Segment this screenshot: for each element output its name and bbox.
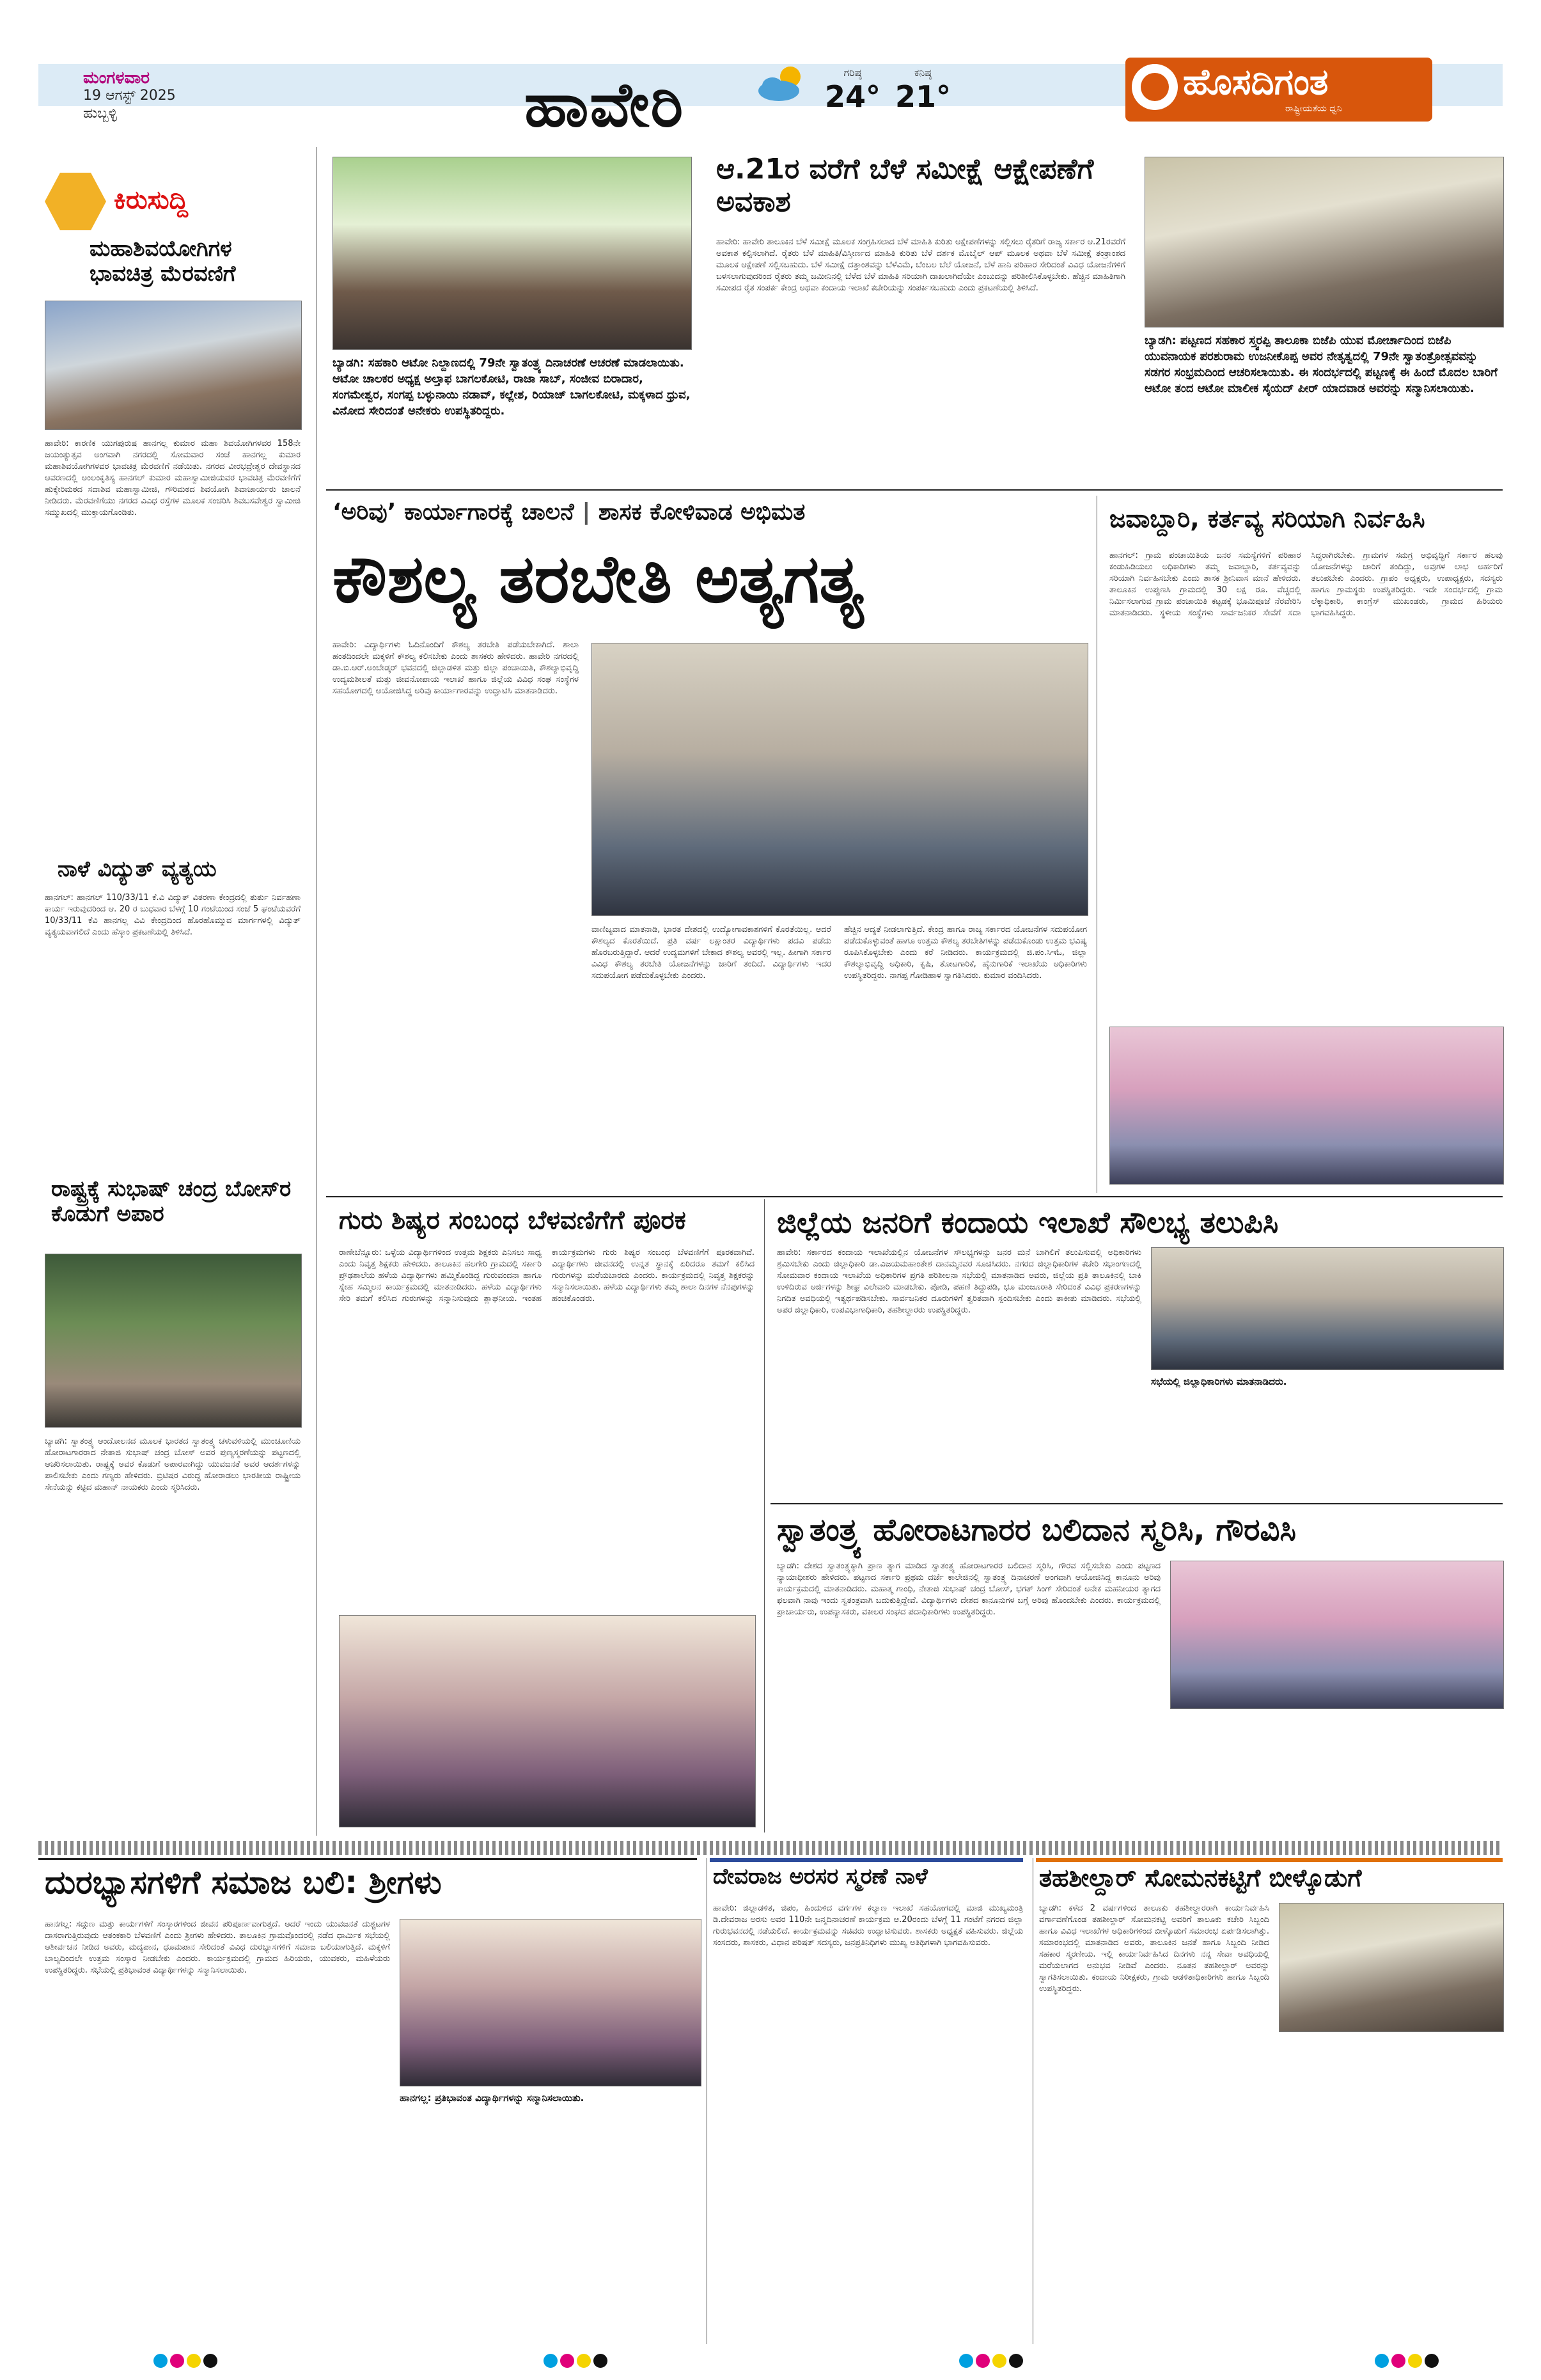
section-divider bbox=[326, 1196, 1503, 1197]
arasu-body: ಹಾವೇರಿ: ಜಿಲ್ಲಾಡಳಿತ, ಜಿಪಂ, ಹಿಂದುಳಿದ ವರ್ಗಗಳ ಕಲ್ಯಾಣ ಇಲಾಖೆ ಸಹಯೋಗದಲ್ಲಿ ಮಾಜಿ ಮುಖ್ಯಮಂತ್ರಿ ಡಿ.ದೇವರಾಜ ಅರಸು ಅವರ 110ನೇ ಜನ್ಮದಿನಾಚರಣೆ ಕಾರ್ಯಕ್ರಮ ಆ.20ರಂದು ಬೆಳಗ್ಗೆ 11 ಗಂಟೆಗೆ ನಗರದ ಜಿಲ್ಲಾ ಗುರುಭವನದಲ್ಲಿ ನಡೆಯಲಿದೆ. ಕಾರ್ಯಕ್ರಮವನ್ನು ಸಚಿವರು ಉದ್ಘಾಟಿಸುವರು. ಶಾಸಕರು ಅಧ್ಯಕ್ಷತೆ ವಹಿಸುವರು. ಜಿಲ್ಲೆಯ ಸಂಸದರು, ಶಾಸಕರು, ವಿಧಾನ ಪರಿಷತ್ ಸದಸ್ಯರು, ಜನಪ್ರತಿನಿಧಿಗಳು ಮುಖ್ಯ ಅತಿಥಿಗಳಾಗಿ ಭಾಗವಹಿಸುವರು. bbox=[713, 1903, 1023, 1948]
duty-photo bbox=[1109, 1027, 1504, 1185]
newspaper-logo: ಹೊಸದಿಗಂತ ರಾಷ್ಟ್ರೀಯತೆಯ ಧ್ವನಿ bbox=[1125, 58, 1432, 122]
brief-2-title: ನಾಳೆ ವಿದ್ಯುತ್ ವ್ಯತ್ಯಯ bbox=[58, 856, 217, 882]
freedom-body: ಬ್ಯಾಡಗಿ: ದೇಶದ ಸ್ವಾತಂತ್ರ್ಯಕ್ಕಾಗಿ ಪ್ರಾಣ ತ್ಯಾಗ ಮಾಡಿದ ಸ್ವಾತಂತ್ರ್ಯ ಹೋರಾಟಗಾರರ ಬಲಿದಾನ ಸ್ಮರಿಸಿ, ಗೌರವ ಸಲ್ಲಿಸಬೇಕು ಎಂದು ಪಟ್ಟಣದ ನ್ಯಾಯಾಧೀಶರು ಹೇಳಿದರು. ಪಟ್ಟಣದ ಸರ್ಕಾರಿ ಪ್ರಥಮ ದರ್ಜೆ ಕಾಲೇಜಿನಲ್ಲಿ ಸ್ವಾತಂತ್ರ್ಯ ದಿನಾಚರಣೆ ಅಂಗವಾಗಿ ಆಯೋಜಿಸಿದ್ದ ಕಾನೂನು ಅರಿವು ಕಾರ್ಯಕ್ರಮದಲ್ಲಿ ಮಾತನಾಡಿದರು. ಮಹಾತ್ಮ ಗಾಂಧಿ, ನೇತಾಜಿ ಸುಭಾಷ್ ಚಂದ್ರ ಬೋಸ್, ಭಗತ್ ಸಿಂಗ್ ಸೇರಿದಂತೆ ಅನೇಕ ಮಹನೀಯರ ತ್ಯಾಗದ ಫಲವಾಗಿ ನಾವು ಇಂದು ಸ್ವತಂತ್ರವಾಗಿ ಬದುಕುತ್ತಿದ್ದೇವೆ. ವಿದ್ಯಾರ್ಥಿಗಳು ದೇಶದ ಕಾನೂನುಗಳ ಬಗ್ಗೆ ಅರಿವು ಹೊಂದಬೇಕು ಎಂದರು. ಕಾರ್ಯಕ್ರಮದಲ್ಲಿ ಪ್ರಾಚಾರ್ಯರು, ಉಪನ್ಯಾಸಕರು, ವಕೀಲರ ಸಂಘದ ಪದಾಧಿಕಾರಿಗಳು ಉಪಸ್ಥಿತರಿದ್ದರು. bbox=[777, 1561, 1161, 1617]
habits-title: ದುರಭ್ಯಾಸಗಳಿಗೆ ಸಮಾಜ ಬಲಿ: ಶ್ರೀಗಳು bbox=[45, 1864, 442, 1901]
skill-workshop-photo bbox=[591, 643, 1088, 916]
habits-body: ಹಾನಗಲ್ಲ: ಸದ್ಗುಣ ಮತ್ತು ಕಾರ್ಯಗಳಿಗೆ ಸಂಸ್ಕಾರಗಳಿಂದ ಜೀವನ ಪರಿಪೂರ್ಣವಾಗುತ್ತದೆ. ಆದರೆ ಇಂದು ಯುವಜನತೆ ದುಶ್ಚಟಗಳ ದಾಸರಾಗುತ್ತಿರುವುದು ಆತಂಕಕಾರಿ ಬೆಳವಣಿಗೆ ಎಂದು ಶ್ರೀಗಳು ಹೇಳಿದರು. ತಾಲೂಕಿನ ಗ್ರಾಮವೊಂದರಲ್ಲಿ ನಡೆದ ಧಾರ್ಮಿಕ ಸಭೆಯಲ್ಲಿ ಆಶೀರ್ವಚನ ನೀಡಿದ ಅವರು, ಮದ್ಯಪಾನ, ಧೂಮಪಾನ ಸೇರಿದಂತೆ ವಿವಿಧ ದುರಭ್ಯಾಸಗಳಿಗೆ ಸಮಾಜ ಬಲಿಯಾಗುತ್ತಿದೆ. ಮಕ್ಕಳಿಗೆ ಬಾಲ್ಯದಿಂದಲೇ ಉತ್ತಮ ಸಂಸ್ಕಾರ ನೀಡಬೇಕು ಎಂದರು. ಕಾರ್ಯಕ್ರಮದಲ್ಲಿ ಗ್ರಾಮದ ಹಿರಿಯರು, ಯುವಕರು, ಮಹಿಳೆಯರು ಉಪಸ್ಥಿತರಿದ್ದರು. ಸಭೆಯಲ್ಲಿ ಪ್ರತಿಭಾವಂತ ವಿದ್ಯಾರ್ಥಿಗಳನ್ನು ಸನ್ಮಾನಿಸಲಾಯಿತು. bbox=[45, 1919, 390, 1975]
farewell-title: ತಹಶೀಲ್ದಾರ್ ಸೋಮನಕಟ್ಟಿಗೆ ಬೀಳ್ಕೊಡುಗೆ bbox=[1039, 1864, 1362, 1892]
skill-body-3: ಹೆಚ್ಚಿನ ಆದ್ಯತೆ ನೀಡಲಾಗುತ್ತಿದೆ. ಕೇಂದ್ರ ಹಾಗೂ ರಾಜ್ಯ ಸರ್ಕಾರದ ಯೋಜನೆಗಳ ಸದುಪಯೋಗ ಪಡೆದುಕೊಳ್ಳುವಂತೆ ಹಾಗೂ ಉತ್ತಮ ಕೌಶಲ್ಯ ತರಬೇತಿಗಳನ್ನು ಪಡೆದುಕೊಂಡು ಉತ್ತಮ ಭವಿಷ್ಯ ರೂಪಿಸಿಕೊಳ್ಳಬೇಕು ಎಂದು ಕರೆ ನೀಡಿದರು. ಕಾರ್ಯಕ್ರಮದಲ್ಲಿ ಜಿ.ಪಂ.ಸಿಇಓ, ಜಿಲ್ಲಾ ಕೌಶಲ್ಯಾಭಿವೃದ್ಧಿ ಅಧಿಕಾರಿ, ಕೃಷಿ, ತೋಟಗಾರಿಕೆ, ಹೈನುಗಾರಿಕೆ ಇಲಾಖೆಯ ಅಧಿಕಾರಿಗಳು ಉಪಸ್ಥಿತರಿದ್ದರು. ನಾಗಪ್ಪ ಗೋಡಿಹಾಳ ಸ್ವಾಗತಿಸಿದರು. ಕುಮಾರ ವಂದಿಸಿದರು. bbox=[844, 925, 1087, 981]
freedom-students-photo bbox=[1170, 1561, 1504, 1709]
skill-kicker-1: ‘ಅರಿವು’ ಕಾರ್ಯಾಗಾರಕ್ಕೆ ಚಾಲನೆ bbox=[332, 499, 574, 525]
auto-stand-photo bbox=[332, 157, 692, 350]
guru-body: ರಾಣೇಬೆನ್ನೂರು: ಒಳ್ಳೆಯ ವಿದ್ಯಾರ್ಥಿಗಳಿಂದ ಉತ್ತಮ ಶಿಕ್ಷಕರು ಎನಿಸಲು ಸಾಧ್ಯ ಎಂದು ನಿವೃತ್ತ ಶಿಕ್ಷಕರು ಹೇಳಿದರು. ತಾಲೂಕಿನ ಹಲಗೇರಿ ಗ್ರಾಮದಲ್ಲಿ ಸರ್ಕಾರಿ ಪ್ರೌಢಶಾಲೆಯ ಹಳೆಯ ವಿದ್ಯಾರ್ಥಿಗಳು ಹಮ್ಮಿಕೊಂಡಿದ್ದ ಗುರುವಂದನಾ ಹಾಗೂ ಸ್ನೇಹ ಸಮ್ಮಿಲನ ಕಾರ್ಯಕ್ರಮದಲ್ಲಿ ಮಾತನಾಡಿದರು. ಹಳೆಯ ವಿದ್ಯಾರ್ಥಿಗಳು ಸೇರಿ ತಮಗೆ ಕಲಿಸಿದ ಗುರುಗಳನ್ನು ಸನ್ಮಾನಿಸುವುದು ಶ್ಲಾಘನೀಯ. ಇಂತಹ ಕಾರ್ಯಕ್ರಮಗಳು ಗುರು ಶಿಷ್ಯರ ಸಂಬಂಧ ಬೆಳವಣಿಗೆಗೆ ಪೂರಕವಾಗಿವೆ. ವಿದ್ಯಾರ್ಥಿಗಳು ಜೀವನದಲ್ಲಿ ಉನ್ನತ ಸ್ಥಾನಕ್ಕೆ ಏರಿದರೂ ತಮಗೆ ಕಲಿಸಿದ ಗುರುಗಳನ್ನು ಮರೆಯಬಾರದು ಎಂದರು. ಕಾರ್ಯಕ್ರಮದಲ್ಲಿ ನಿವೃತ್ತ ಶಿಕ್ಷಕರನ್ನು ಸನ್ಮಾನಿಸಲಾಯಿತು. ಹಳೆಯ ವಿದ್ಯಾರ್ಥಿಗಳು ತಮ್ಮ ಶಾಲಾ ದಿನಗಳ ನೆನಪುಗಳನ್ನು ಹಂಚಿಕೊಂಡರು. bbox=[339, 1248, 755, 1304]
accent-bar bbox=[710, 1858, 1023, 1862]
farewell-photo bbox=[1279, 1903, 1504, 2032]
issue-date: 19 ಆಗಸ್ಟ್ 2025 bbox=[83, 88, 176, 104]
section-divider bbox=[38, 1858, 697, 1860]
edition-title: ಹಾವೇರಿ bbox=[524, 69, 685, 141]
brief-1-body: ಹಾವೇರಿ: ಕಾರಣಿಕ ಯುಗಪುರುಷ ಹಾನಗಲ್ಲ ಕುಮಾರ ಮಹಾ ಶಿವಯೋಗಿಗಳವರ 158ನೇ ಜಯಂತ್ಯುತ್ಸವ ಅಂಗವಾಗಿ ನಗರದಲ್ಲಿ ಸೋಮವಾರ ಸಂಜೆ ಹಾನಗಲ್ಲ ಕುಮಾರ ಮಹಾಶಿವಯೋಗಿಗಳವರ ಭಾವಚಿತ್ರ ಮೆರವಣಿಗೆ ನಡೆಯಿತು. ನಗರದ ವೀರಭದ್ರೇಶ್ವರ ದೇವಸ್ಥಾನದ ಆವರಣದಲ್ಲಿ ಅಂಲಂಕೃತಿಸ್ಯ ಹಾನಗಲ್ ಕುಮಾರ ಮಹಾಸ್ವಾಮೀಜಿಯವರ ಭಾವಚಿತ್ರ ಮೆರವಣಿಗೆಗೆ ಹುಕ್ಕೇರಿಮಠದ ಸದಾಶಿವ ಮಹಾಸ್ವಾಮೀಜಿ, ಗೌರಿಮಠದ ಶಿವಯೋಗಿ ಶಿವಾಚಾರ್ಯರು ಚಾಲನೆ ನೀಡಿದರು. ಮೆರವಣಿಗೆಯು ನಗರದ ವಿವಿಧ ರಸ್ತೆಗಳ ಮೂಲಕ ಸಂಚರಿಸಿ ಶಿವಬಸವೇಶ್ವರ ಸ್ವಾಮೀಜಿ ಸಮ್ಮುಖದಲ್ಲಿ ಮುಕ್ತಾಯಗೊಂಡಿತು. bbox=[45, 439, 301, 517]
revenue-photo-caption: ಸಭೆಯಲ್ಲಿ ಜಿಲ್ಲಾಧಿಕಾರಿಗಳು ಮಾತನಾಡಿದರು. bbox=[1151, 1376, 1287, 1387]
issue-place: ಹುಬ್ಬಳ್ಳಿ bbox=[83, 106, 118, 122]
students-honour-photo bbox=[400, 1919, 701, 2086]
column-rule bbox=[764, 1199, 765, 1832]
brief-3-title: ರಾಷ್ಟ್ರಕ್ಕೆ ಸುಭಾಷ್ ಚಂದ್ರ ಬೋಸ್‌ರ ಕೊಡುಗೆ ಅಪಾರ bbox=[51, 1176, 292, 1227]
guru-vandana-photo bbox=[339, 1615, 756, 1827]
guru-title: ಗುರು ಶಿಷ್ಯರ ಸಂಬಂಧ ಬೆಳವಣಿಗೆಗೆ ಪೂರಕ bbox=[339, 1206, 686, 1235]
farewell-body: ಬ್ಯಾಡಗಿ: ಕಳೆದ 2 ವರ್ಷಗಳಿಂದ ತಾಲೂಕು ತಹಶೀಲ್ದಾರರಾಗಿ ಕಾರ್ಯನಿರ್ವಹಿಸಿ ವರ್ಗಾವಣೆಗೊಂಡ ತಹಶೀಲ್ದಾರ್ ಸೋಮನಕಟ್ಟಿ ಅವರಿಗೆ ತಾಲೂಕು ಕಚೇರಿ ಸಿಬ್ಬಂದಿ ಹಾಗೂ ವಿವಿಧ ಇಲಾಖೆಗಳ ಅಧಿಕಾರಿಗಳಿಂದ ಬೀಳ್ಕೊಡುಗೆ ಸಮಾರಂಭ ಏರ್ಪಡಿಸಲಾಗಿತ್ತು. ಸಮಾರಂಭದಲ್ಲಿ ಮಾತನಾಡಿದ ಅವರು, ತಾಲೂಕಿನ ಜನತೆ ಹಾಗೂ ಸಿಬ್ಬಂದಿ ನೀಡಿದ ಸಹಕಾರ ಸ್ಮರಣೀಯ. ಇಲ್ಲಿ ಕಾರ್ಯನಿರ್ವಹಿಸಿದ ದಿನಗಳು ನನ್ನ ಸೇವಾ ಅವಧಿಯಲ್ಲಿ ಮರೆಯಲಾಗದ ಅನುಭವ ನೀಡಿವೆ ಎಂದರು. ನೂತನ ತಹಶೀಲ್ದಾರ್ ಅವರನ್ನು ಸ್ವಾಗತಿಸಲಾಯಿತು. ಕಂದಾಯ ನಿರೀಕ್ಷಕರು, ಗ್ರಾಮ ಆಡಳಿತಾಧಿಕಾರಿಗಳು ಹಾಗೂ ಸಿಬ್ಬಂದಿ ಉಪಸ್ಥಿತರಿದ್ದರು. bbox=[1039, 1903, 1269, 1994]
skill-body-1: ಹಾವೇರಿ: ವಿದ್ಯಾರ್ಥಿಗಳು ಓದಿನೊಂದಿಗೆ ಕೌಶಲ್ಯ ತರಬೇತಿ ಪಡೆಯಬೇಕಾಗಿದೆ. ಶಾಲಾ ಹಂತದಿಂದಲೇ ಮಕ್ಕಳಿಗೆ ಕೌಶಲ್ಯ ಕಲಿಸಬೇಕು ಎಂದು ಶಾಸಕರು ಹೇಳಿದರು. ಹಾವೇರಿ ನಗರದಲ್ಲಿ ಡಾ.ಬಿ.ಆರ್.ಅಂಬೇಡ್ಕರ್ ಭವನದಲ್ಲಿ ಜಿಲ್ಲಾಡಳಿತ ಮತ್ತು ಜಿಲ್ಲಾ ಪಂಚಾಯಿತಿ, ಕೌಶಲ್ಯಾಭಿವೃದ್ಧಿ ಉದ್ಯಮಶೀಲತೆ ಮತ್ತು ಜೀವನೋಪಾಯ ಇಲಾಖೆ ಹಾಗೂ ಜಿಲ್ಲೆಯ ವಿವಿಧ ಸಂಘ ಸಂಸ್ಥೆಗಳ ಸಹಯೋಗದಲ್ಲಿ ಆಯೋಜಿಸಿದ್ದ ಅರಿವು ಕಾರ್ಯಾಗಾರವನ್ನು ಉದ್ಘಾಟಿಸಿ ಮಾತನಾಡಿದರು. bbox=[332, 640, 579, 696]
arasu-title: ದೇವರಾಜ ಅರಸರ ಸ್ಮರಣೆ ನಾಳೆ bbox=[713, 1864, 928, 1889]
bjp-celebration-caption: ಬ್ಯಾಡಗಿ: ಪಟ್ಟಣದ ಸಹಕಾರ ಸ್ತ್ವರಪ್ಪಿ ತಾಲೂಕಾ ಬಿಜೆಪಿ ಯುವ ಮೋರ್ಚಾದಿಂದ ಬಿಜೆಪಿ ಯುವನಾಯಕ ಪರಶುರಾಮ ಉಜನೀಕೊಪ್ಪ ಅವರ ನೇತೃತ್ವದಲ್ಲಿ 79ನೇ ಸ್ವಾತಂತ್ರೋತ್ಸವವನ್ನು ಸಡಗರ ಸಂಭ್ರಮದಿಂದ ಆಚರಿಸಲಾಯಿತು. ಈ ಸಂದರ್ಭದಲ್ಲಿ ಪಟ್ಟಣಕ್ಕೆ ಈ ಹಿಂದೆ ಮೊದಲ ಬಾರಿಗೆ ಆಟೋ ತಂದ ಆಟೋ ಮಾಲೀಕ ಸೈಯದ್ ಪೀರ್ ಯಾದವಾಡ ಅವರನ್ನು ಸನ್ಮಾನಿಸಲಾಯಿತು. bbox=[1145, 334, 1498, 395]
sun-emblem-icon bbox=[1132, 64, 1178, 110]
accent-bar bbox=[1036, 1858, 1503, 1862]
crop-survey-body: ಹಾವೇರಿ: ಹಾವೇರಿ ತಾಲೂಕಿನ ಬೆಳೆ ಸಮೀಕ್ಷೆ ಮೂಲಕ ಸಂಗ್ರಹಿಸಲಾದ ಬೆಳೆ ಮಾಹಿತಿ ಕುರಿತು ಆಕ್ಷೇಪಣೆಗಳನ್ನು ಸಲ್ಲಿಸಲು ರೈತರಿಗೆ ರಾಜ್ಯ ಸರ್ಕಾರ ಆ.21ರವರೆಗೆ ಅವಕಾಶ ಕಲ್ಪಿಸಲಾಗಿದೆ. ರೈತರು ಬೆಳೆ ಮಾಹಿತಿ/ವಿಸ್ತೀರ್ಣದ ಮಾಹಿತಿ ಕುರಿತು ಬೆಳೆ ದರ್ಶಕ ಮೊಬೈಲ್ ಆಪ್ ಮೂಲಕ ಅಥವಾ ಬೆಳೆ ಸಮೀಕ್ಷೆ ತಂತ್ರಾಂಶದ ಮೂಲಕ ಆಕ್ಷೇಪಣೆ ಸಲ್ಲಿಸಬಹುದು. ಬೆಳೆ ಸಮೀಕ್ಷೆ ದತ್ತಾಂಶವನ್ನು ಬೆಳೆವಿಮೆ, ಬೆಂಬಲ ಬೆಲೆ ಯೋಜನೆ, ಬೆಳೆ ಹಾನಿ ಪರಿಹಾರ ಸೇರಿದಂತೆ ವಿವಿಧ ಯೋಜನೆಗಳಿಗೆ ಬಳಸಲಾಗುವುದರಿಂದ ರೈತರು ತಮ್ಮ ಜಮೀನಿನಲ್ಲಿ ಬೆಳೆದ ಬೆಳೆ ಮಾಹಿತಿ ಸರಿಯಾಗಿ ದಾಖಲಾಗಿದೆಯೇ ಎಂಬುದನ್ನು ಪರಿಶೀಲಿಸಿಕೊಳ್ಳಬೇಕು. ಹೆಚ್ಚಿನ ಮಾಹಿತಿಗಾಗಿ ಸಮೀಪದ ರೈತ ಸಂಪರ್ಕ ಕೇಂದ್ರ ಅಥವಾ ಕಂದಾಯ ಇಲಾಖೆ ಕಚೇರಿಯನ್ನು ಸಂಪರ್ಕಿಸಬಹುದು ಎಂದು ಪ್ರಕಟಣೆಯಲ್ಲಿ ತಿಳಿಸಿದೆ. bbox=[716, 237, 1125, 293]
revenue-meeting-photo bbox=[1151, 1247, 1504, 1370]
brief-3-body: ಬ್ಯಾಡಗಿ: ಸ್ವಾತಂತ್ರ್ಯ ಆಂದೋಲನದ ಮೂಲಕ ಭಾರತದ ಸ್ವಾತಂತ್ರ್ಯ ಚಳುವಳಿಯಲ್ಲಿ ಮುಂಚೂಣಿಯ ಹೋರಾಟಗಾರರಾದ ನೇತಾಜಿ ಸುಭಾಷ್ ಚಂದ್ರ ಬೋಸ್ ಅವರ ಪುಣ್ಯಸ್ಮರಣೆಯನ್ನು ಪಟ್ಟಣದಲ್ಲಿ ಆಚರಿಸಲಾಯಿತು. ರಾಷ್ಟ್ರಕ್ಕೆ ಅವರ ಕೊಡುಗೆ ಅಪಾರವಾಗಿದ್ದು ಯುವಜನತೆ ಅವರ ಆದರ್ಶಗಳನ್ನು ಪಾಲಿಸಬೇಕು ಎಂದು ಗಣ್ಯರು ಹೇಳಿದರು. ಬ್ರಿಟಿಷರ ವಿರುದ್ಧ ಹೋರಾಡಲು ಭಾರತೀಯ ರಾಷ್ಟ್ರೀಯ ಸೇನೆಯನ್ನು ಕಟ್ಟಿದ ಮಹಾನ್ ನಾಯಕರು ಎಂದು ಸ್ಮರಿಸಿದರು. bbox=[45, 1437, 301, 1492]
revenue-title: ಜಿಲ್ಲೆಯ ಜನರಿಗೆ ಕಂದಾಯ ಇಲಾಖೆ ಸೌಲಭ್ಯ ತಲುಪಿಸಿ bbox=[777, 1205, 1279, 1240]
issue-day: ಮಂಗಳವಾರ bbox=[83, 68, 150, 88]
skill-body-2: ವಾಣಿಜ್ಯವಾದ ಮಾತನಾಡಿ, ಭಾರತ ದೇಶದಲ್ಲಿ ಉದ್ಯೋಗಾವಕಾಶಗಳಿಗೆ ಕೊರತೆಯಿಲ್ಲ. ಆದರೆ ಕೌಶಲ್ಯದ ಕೊರತೆಯಿದೆ. ಪ್ರತಿ ವರ್ಷ ಲಕ್ಷಾಂತರ ವಿದ್ಯಾರ್ಥಿಗಳು ಪದವಿ ಪಡೆದು ಹೊರಬರುತ್ತಿದ್ದಾರೆ. ಆದರೆ ಉದ್ಯಮಗಳಿಗೆ ಬೇಕಾದ ಕೌಶಲ್ಯ ಅವರಲ್ಲಿ ಇಲ್ಲ. ಹೀಗಾಗಿ ಸರ್ಕಾರ ವಿವಿಧ ಕೌಶಲ್ಯ ತರಬೇತಿ ಯೋಜನೆಗಳನ್ನು ಜಾರಿಗೆ ತಂದಿದೆ. ವಿದ್ಯಾರ್ಥಿಗಳು ಇದರ ಸದುಪಯೋಗ ಪಡೆದುಕೊಳ್ಳಬೇಕು ಎಂದರು. bbox=[591, 925, 831, 981]
section-divider bbox=[326, 489, 1503, 491]
kirusuddi-badge: ಕಿರುಸುದ್ದಿ bbox=[45, 173, 205, 230]
section-strip bbox=[38, 1841, 1503, 1855]
kicker-separator: | bbox=[582, 499, 598, 525]
revenue-body: ಹಾವೇರಿ: ಸರ್ಕಾರದ ಕಂದಾಯ ಇಲಾಖೆಯಲ್ಲಿನ ಯೋಜನೆಗಳ ಸೌಲಭ್ಯಗಳನ್ನು ಜನರ ಮನೆ ಬಾಗಿಲಿಗೆ ತಲುಪಿಸುವಲ್ಲಿ ಅಧಿಕಾರಿಗಳು ಶ್ರಮಿಸಬೇಕು ಎಂದು ಜಿಲ್ಲಾಧಿಕಾರಿ ಡಾ.ವಿಜಯಮಹಾಂತೇಶ ದಾನಮ್ಮನವರ ಸೂಚಿಸಿದರು. ನಗರದ ಜಿಲ್ಲಾಧಿಕಾರಿಗಳ ಕಚೇರಿ ಸಭಾಂಗಣದಲ್ಲಿ ಸೋಮವಾರ ಕಂದಾಯ ಇಲಾಖೆಯ ಅಧಿಕಾರಿಗಳ ಪ್ರಗತಿ ಪರಿಶೀಲನಾ ಸಭೆಯಲ್ಲಿ ಮಾತನಾಡಿದ ಅವರು, ಜಿಲ್ಲೆಯ ಪ್ರತಿ ತಾಲೂಕಿನಲ್ಲಿ ಬಾಕಿ ಉಳಿದಿರುವ ಅರ್ಜಿಗಳನ್ನು ಶೀಘ್ರ ವಿಲೇವಾರಿ ಮಾಡಬೇಕು. ಪೋಡಿ, ಪಹಣಿ ತಿದ್ದುಪಡಿ, ಭೂ ಮಂಜೂರಾತಿ ಸೇರಿದಂತೆ ವಿವಿಧ ಪ್ರಕರಣಗಳನ್ನು ನಿಗದಿತ ಅವಧಿಯಲ್ಲಿ ಇತ್ಯರ್ಥಪಡಿಸಬೇಕು. ಸಾರ್ವಜನಿಕರ ದೂರುಗಳಿಗೆ ತ್ವರಿತವಾಗಿ ಸ್ಪಂದಿಸಬೇಕು ಎಂದು ತಾಕೀತು ಮಾಡಿದರು. ಸಭೆಯಲ್ಲಿ ಅಪರ ಜಿಲ್ಲಾಧಿಕಾರಿ, ಉಪವಿಭಾಗಾಧಿಕಾರಿ, ತಹಶೀಲ್ದಾರರು ಉಪಸ್ಥಿತರಿದ್ದರು. bbox=[777, 1248, 1141, 1315]
skill-kicker bbox=[332, 499, 1087, 526]
pointing-hand-icon bbox=[45, 173, 106, 230]
cloud-sun-icon bbox=[755, 61, 812, 106]
date-block bbox=[83, 69, 176, 123]
section-divider bbox=[770, 1503, 1503, 1504]
brief-1-title: ಮಹಾಶಿವಯೋಗಿಗಳ ಭಾವಚಿತ್ರ ಮೆರವಣಿಗೆ bbox=[90, 236, 236, 287]
skill-kicker-2: ಶಾಸಕ ಕೋಳಿವಾಡ ಅಭಿಮತ bbox=[598, 499, 806, 525]
bose-memorial-photo bbox=[45, 1254, 302, 1428]
auto-stand-caption: ಬ್ಯಾಡಗಿ: ಸಹಕಾರಿ ಆಟೋ ನಿಲ್ದಾಣದಲ್ಲಿ 79ನೇ ಸ್ವಾತಂತ್ರ್ಯ ದಿನಾಚರಣೆ ಆಚರಣೆ ಮಾಡಲಾಯಿತು. ಆಟೋ ಚಾಲಕರ ಅಧ್ಯಕ್ಷ ಅಲ್ತಾಫ ಬಾಗಲಕೋಟಿ, ರಾಜಾ ಸಾಬ್, ಸಂಜೀವ ಬಿರಾದಾರ, ಸಂಗಮೇಶ್ವರ, ಸಂಗಪ್ಪ ಬಳ್ಳುನಾಯಿ ನಡಾವ್, ಕಲ್ಲೇಶ, ರಿಯಾಜ್ ಬಾಗಲಕೋಟಿ, ಮಕ್ಕಳಾದ ಧ್ರುವ, ವಿನೋದ ಸೇರಿದಂತೆ ಅನೇಕರು ಉಪಸ್ಥಿತರಿದ್ದರು. bbox=[332, 356, 691, 418]
skill-headline: ಕೌಶಲ್ಯ ತರಬೇತಿ ಅತ್ಯಗತ್ಯ bbox=[332, 540, 864, 618]
bjp-celebration-photo bbox=[1145, 157, 1504, 327]
crop-survey-title: ಆ.21ರ ವರೆಗೆ ಬೆಳೆ ಸಮೀಕ್ಷೆ ಆಕ್ಷೇಪಣೆಗೆ ಅವಕಾಶ bbox=[716, 153, 1094, 218]
brief-2-body: ಹಾನಗಲ್: ಹಾನಗಲ್ 110/33/11 ಕೆ.ವಿ ವಿದ್ಯುತ್ ವಿತರಣಾ ಕೇಂದ್ರದಲ್ಲಿ ತುರ್ತು ನಿರ್ವಹಣಾ ಕಾರ್ಯ ಇರುವುದರಿಂದ ಆ. 20 ರ ಬುಧವಾರ ಬೆಳಗ್ಗೆ 10 ಗಂಟೆಯಿಂದ ಸಂಜೆ 5 ಘಂಟೆಯವರೆಗೆ 10/33/11 ಕೆವಿ ಹಾನಗಲ್ಲ ವಿವಿ ಕೇಂದ್ರದಿಂದ ಹೊರಹೊಮ್ಮುವ ಮಾರ್ಗಗಳಲ್ಲಿ ವಿದ್ಯುತ್ ವ್ಯತ್ಯಯವಾಗಲಿದೆ ಎಂದು ಹೆಸ್ಕಾಂ ಪ್ರಕಟಣೆಯಲ್ಲಿ ತಿಳಿಸಿದೆ. bbox=[45, 893, 301, 937]
freedom-title: ಸ್ವಾತಂತ್ರ್ಯ ಹೋರಾಟಗಾರರ ಬಲಿದಾನ ಸ್ಮರಿಸಿ, ಗೌರವಿಸಿ bbox=[777, 1512, 1296, 1548]
procession-photo bbox=[45, 301, 302, 430]
duty-body: ಹಾನಗಲ್: ಗ್ರಾಮ ಪಂಚಾಯಿತಿಯ ಜನರ ಸಮಸ್ಯೆಗಳಿಗೆ ಪರಿಹಾರ ಕಂಡುಹಿಡಿಯಲು ಅಧಿಕಾರಿಗಳು ತಮ್ಮ ಜವಾಬ್ದಾರಿ, ಕರ್ತವ್ಯವನ್ನು ಸರಿಯಾಗಿ ನಿರ್ವಹಿಸಬೇಕು ಎಂದು ಶಾಸಕ ಶ್ರೀನಿವಾಸ ಮಾನೆ ಹೇಳಿದರು. ತಾಲೂಕಿನ ಉಪ್ಪುಣಸಿ ಗ್ರಾಮದಲ್ಲಿ 30 ಲಕ್ಷ ರೂ. ವೆಚ್ಚದಲ್ಲಿ ನಿರ್ಮಿಸಲಾಗುವ ಗ್ರಾಮ ಪಂಚಾಯಿತಿ ಕಟ್ಟಡಕ್ಕೆ ಭೂಮಿಪೂಜೆ ನೆರವೇರಿಸಿ ಮಾತನಾಡಿದರು. ಸ್ಥಳೀಯ ಸಂಸ್ಥೆಗಳು ಸಾರ್ವಜನಿಕರ ಸೇವೆಗೆ ಸದಾ ಸಿದ್ಧರಾಗಿರಬೇಕು. ಗ್ರಾಮಗಳ ಸಮಗ್ರ ಅಭಿವೃದ್ಧಿಗೆ ಸರ್ಕಾರ ಹಲವು ಯೋಜನೆಗಳನ್ನು ಜಾರಿಗೆ ತಂದಿದ್ದು, ಅವುಗಳ ಲಾಭ ಅರ್ಹರಿಗೆ ತಲುಪಬೇಕು ಎಂದರು. ಗ್ರಾಪಂ ಅಧ್ಯಕ್ಷರು, ಉಪಾಧ್ಯಕ್ಷರು, ಸದಸ್ಯರು ಹಾಗೂ ಗ್ರಾಮಸ್ಥರು ಉಪಸ್ಥಿತರಿದ್ದರು. ಇದೇ ಸಂದರ್ಭದಲ್ಲಿ ಗ್ರಾಮ ಲೆಕ್ಕಾಧಿಕಾರಿ, ಕಾಂಗ್ರೆಸ್ ಮುಖಂಡರು, ಗ್ರಾಮದ ಹಿರಿಯರು ಭಾಗವಹಿಸಿದ್ದರು. bbox=[1109, 551, 1503, 618]
temp-max: ಗರಿಷ್ಠ 24° bbox=[825, 67, 881, 114]
students-honour-caption: ಹಾನಗಲ್ಲ: ಪ್ರತಿಭಾವಂತ ವಿದ್ಯಾರ್ಥಿಗಳನ್ನು ಸನ್ಮಾನಿಸಲಾಯಿತು. bbox=[400, 2092, 584, 2104]
temp-min: ಕನಿಷ್ಠ 21° bbox=[895, 67, 951, 114]
duty-title: ಜವಾಬ್ದಾರಿ, ಕರ್ತವ್ಯ ಸರಿಯಾಗಿ ನಿರ್ವಹಿಸಿ bbox=[1109, 505, 1425, 533]
